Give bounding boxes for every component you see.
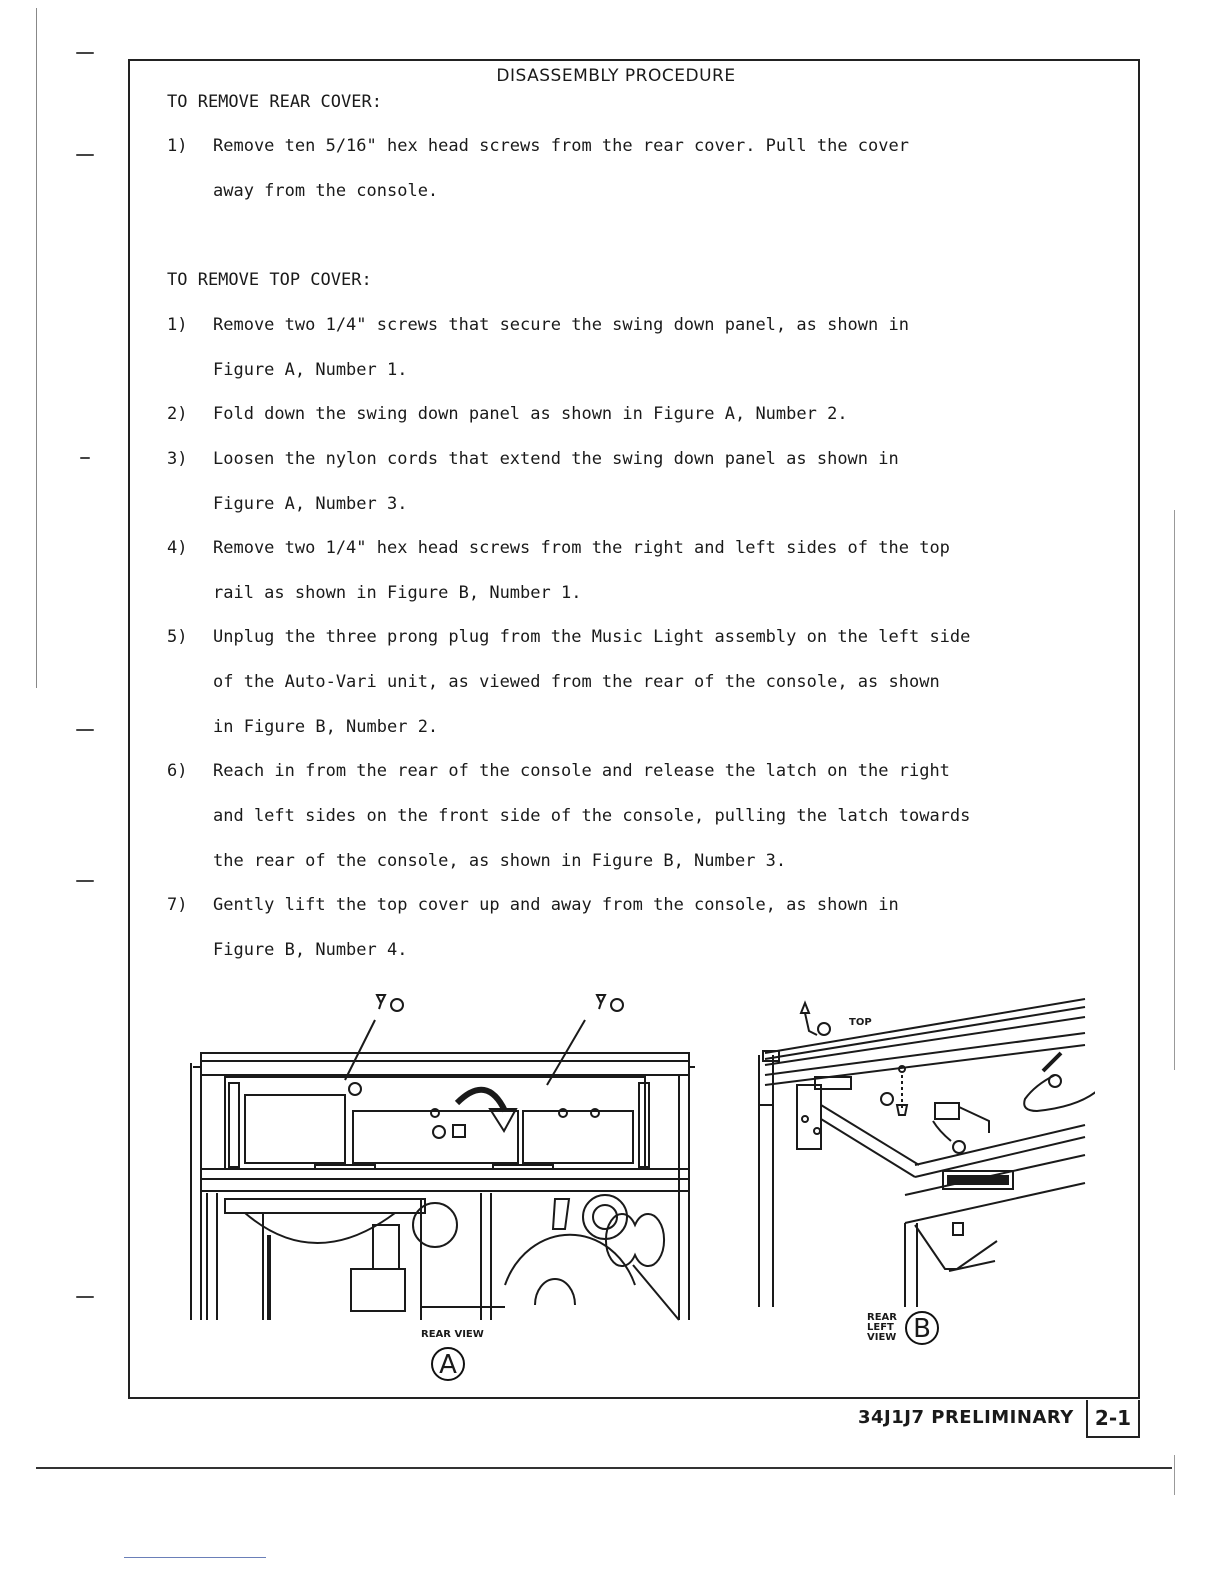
step-line: Remove two 1/4" screws that secure the swing down panel, as shown in	[213, 315, 909, 335]
step-line: Loosen the nylon cords that extend the swing down panel as shown in	[213, 449, 899, 469]
step-line: away from the console.	[213, 181, 439, 201]
left-margin-line	[36, 8, 37, 688]
step-number: 5)	[167, 627, 188, 647]
step-number: 4)	[167, 538, 188, 558]
step-line: and left sides on the front side of the console, pulling the latch towards	[213, 806, 971, 826]
step-line: Figure B, Number 4.	[213, 940, 408, 960]
right-margin-line-lower	[1174, 1455, 1175, 1495]
step-line: Figure A, Number 3.	[213, 494, 408, 514]
figure-a-view-label: REAR VIEW	[421, 1329, 484, 1340]
section-heading-rear-cover: TO REMOVE REAR COVER:	[167, 92, 382, 112]
page-number: 2-1	[1086, 1400, 1140, 1438]
step-number: 7)	[167, 895, 188, 915]
scan-mark	[76, 880, 94, 882]
figure-b-drawing	[755, 995, 1095, 1315]
step-line: of the Auto-Vari unit, as viewed from the rear of the console, as shown	[213, 672, 940, 692]
scan-mark	[76, 1296, 94, 1298]
step-line: Remove two 1/4" hex head screws from the right and left sides of the top	[213, 538, 950, 558]
figure-a-letter: A	[431, 1347, 465, 1381]
step-line: rail as shown in Figure B, Number 1.	[213, 583, 582, 603]
figure-b-view-label-line: LEFT	[867, 1322, 894, 1333]
scan-mark	[76, 154, 94, 156]
section-heading-top-cover: TO REMOVE TOP COVER:	[167, 270, 372, 290]
step-line: the rear of the console, as shown in Figure B, Number 3.	[213, 851, 787, 871]
document-code: 34J1J7 PRELIMINARY	[858, 1407, 1074, 1428]
step-number: 1)	[167, 136, 188, 156]
step-line: Gently lift the top cover up and away from the console, as shown in	[213, 895, 899, 915]
step-number: 2)	[167, 404, 188, 424]
scan-mark	[76, 52, 94, 54]
figure-b-letter: B	[905, 1311, 939, 1345]
step-number: 6)	[167, 761, 188, 781]
step-line: in Figure B, Number 2.	[213, 717, 439, 737]
step-line: Figure A, Number 1.	[213, 360, 408, 380]
figure-b-view-label-line: REAR	[867, 1312, 897, 1323]
bottom-rule	[36, 1467, 1172, 1469]
step-number: 3)	[167, 449, 188, 469]
step-line: Reach in from the rear of the console and release the latch on the right	[213, 761, 950, 781]
step-line: Unplug the three prong plug from the Music Light assembly on the left side	[213, 627, 971, 647]
figure-b-rear-left-view	[755, 995, 1095, 1355]
scan-mark	[76, 729, 94, 731]
figure-b-view-label	[867, 1313, 897, 1343]
step-number: 1)	[167, 315, 188, 335]
figure-a-drawing	[185, 985, 695, 1325]
page-title: DISASSEMBLY PROCEDURE	[496, 66, 736, 86]
step-line: Remove ten 5/16" hex head screws from the rear cover. Pull the cover	[213, 136, 909, 156]
figure-b-view-label-line: VIEW	[867, 1332, 897, 1343]
scan-mark	[80, 457, 90, 459]
step-line: Fold down the swing down panel as shown in Figure A, Number 2.	[213, 404, 848, 424]
figure-b-top-label: TOP	[849, 1017, 872, 1028]
figure-a-rear-view	[185, 985, 695, 1385]
right-margin-line	[1174, 510, 1175, 1070]
bottom-blue-line	[124, 1557, 266, 1558]
